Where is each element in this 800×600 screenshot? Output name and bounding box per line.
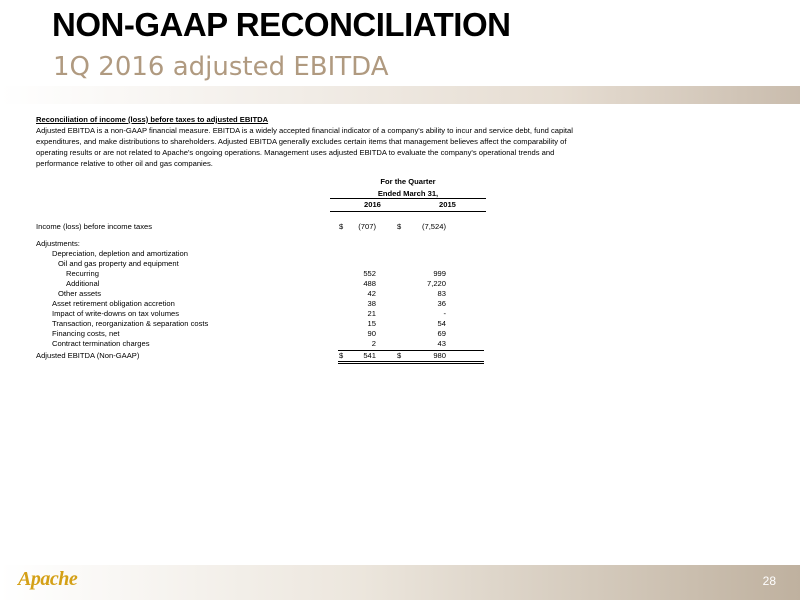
value-2016: 42 xyxy=(367,289,376,298)
value-2015: 69 xyxy=(437,329,446,338)
value-2016: 541 xyxy=(363,351,376,360)
row-label: Transaction, reorganization & separation costs xyxy=(52,319,209,328)
table-row-additional xyxy=(36,279,456,289)
table-row-total xyxy=(36,351,456,361)
table-row-recurring xyxy=(36,269,456,279)
row-label: Depreciation, depletion and amortization xyxy=(52,249,188,258)
value-2016: (707) xyxy=(358,222,376,231)
header-band xyxy=(0,86,800,104)
period-line-1: For the Quarter xyxy=(380,177,436,186)
table-row-aro xyxy=(36,299,456,309)
table-row-dda xyxy=(36,249,456,259)
section-heading: Reconciliation of income (loss) before taxes to adjusted EBITDA xyxy=(36,115,269,124)
apache-logo: Apache xyxy=(18,568,78,590)
value-2015: - xyxy=(443,309,446,318)
table-row-financing xyxy=(36,329,456,339)
table-row-oilgas xyxy=(36,259,456,269)
period-line-2: Ended March 31, xyxy=(377,189,439,198)
row-label: Other assets xyxy=(58,289,102,298)
value-2016: 90 xyxy=(367,329,376,338)
page-number: 28 xyxy=(762,574,776,588)
value-2016: 38 xyxy=(367,299,376,308)
value-2016: 2 xyxy=(371,339,376,348)
table-row-adjustments xyxy=(36,239,456,249)
row-label: Oil and gas property and equipment xyxy=(58,259,179,268)
row-label: Adjustments: xyxy=(36,239,80,248)
value-2015: 7,220 xyxy=(426,279,446,288)
value-2016: 552 xyxy=(363,269,376,278)
value-2015: 83 xyxy=(437,289,446,298)
value-2015: 54 xyxy=(437,319,446,328)
row-label: Additional xyxy=(66,279,100,288)
row-label: Financing costs, net xyxy=(52,329,120,338)
value-2015: 999 xyxy=(433,269,446,278)
table-row-contract xyxy=(36,339,456,349)
currency-symbol: $ xyxy=(397,351,402,360)
value-2016: 21 xyxy=(367,309,376,318)
row-label: Contract termination charges xyxy=(52,339,150,348)
period-header xyxy=(330,176,486,200)
year-2015-header: 2015 xyxy=(439,200,456,209)
value-2016: 15 xyxy=(367,319,376,328)
value-2015: 36 xyxy=(437,299,446,308)
table-row-transaction xyxy=(36,319,456,329)
year-header-row xyxy=(330,198,486,212)
table-row-income xyxy=(36,222,456,232)
value-2015: (7,524) xyxy=(421,222,446,231)
slide-title: NON-GAAP RECONCILIATION xyxy=(52,6,511,43)
row-label: Recurring xyxy=(66,269,99,278)
currency-symbol: $ xyxy=(339,351,344,360)
body-text xyxy=(36,114,576,169)
value-2015: 980 xyxy=(433,351,446,360)
value-2015: 43 xyxy=(437,339,446,348)
row-label: Asset retirement obligation accretion xyxy=(52,299,175,308)
footer-band xyxy=(0,565,800,600)
value-2016: 488 xyxy=(363,279,376,288)
intro-paragraph: Adjusted EBITDA is a non-GAAP financial measure. EBITDA is a widely accepted financial indicator of a company's ability to incur and service debt, fund capital expenditures, and make distributions to shareholders. Adjusted EBITDA generally excludes certain items that management believes affect the comparability of operating results or are not related to Apache's ongoing operations. Management uses adjusted EBITDA to evaluate the company's operational trends and performance relative to other oil and gas companies. xyxy=(36,126,573,168)
table-row-other-assets xyxy=(36,289,456,299)
row-label: Income (loss) before income taxes xyxy=(36,222,153,231)
year-2016-header: 2016 xyxy=(364,200,381,209)
row-label: Impact of write-downs on tax volumes xyxy=(52,309,180,318)
total-double-rule-2015 xyxy=(398,361,484,364)
currency-symbol: $ xyxy=(339,222,344,231)
table-row-writedown xyxy=(36,309,456,319)
currency-symbol: $ xyxy=(397,222,402,231)
slide-subtitle: 1Q 2016 adjusted EBITDA xyxy=(53,52,389,82)
row-label: Adjusted EBITDA (Non-GAAP) xyxy=(36,351,140,360)
